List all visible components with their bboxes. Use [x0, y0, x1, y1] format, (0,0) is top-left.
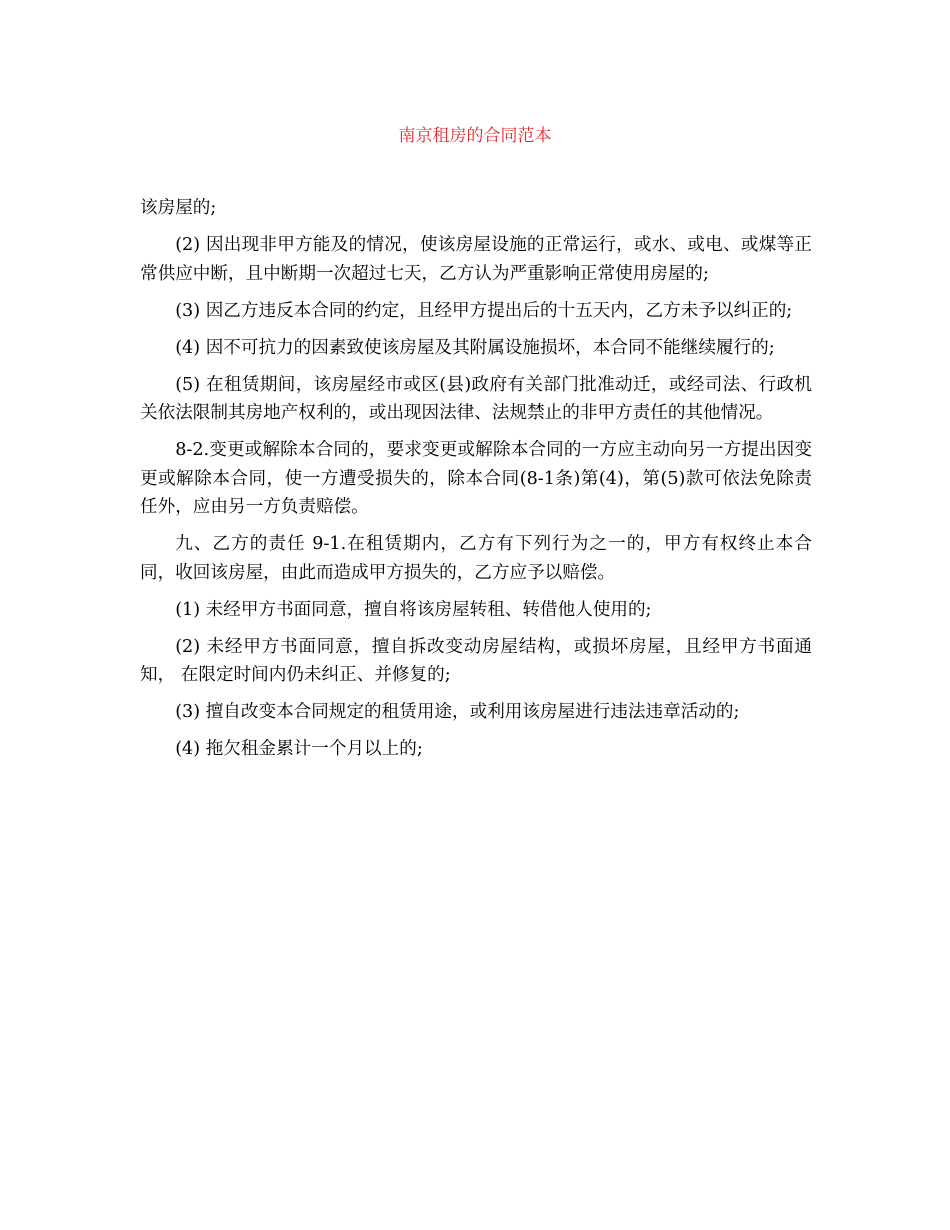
document-body: [140, 194, 812, 772]
document-title: 南京租房的合同范本: [398, 126, 552, 146]
paragraph: (1) 未经甲方书面同意，擅自将该房屋转租、转借他人使用的;: [175, 599, 652, 620]
paragraph: (4) 拖欠租金累计一个月以上的;: [175, 739, 423, 759]
paragraph: 九、乙方的责任 9-1.在租赁期内，乙方有下列行为之一的，甲方有权终止本合同，收回该房屋，由此而造成甲方损失的，乙方应予以赔偿。: [140, 534, 812, 583]
paragraph: (3) 擅自改变本合同规定的租赁用途，或利用该房屋进行违法违章活动的;: [175, 702, 740, 722]
paragraph: (3) 因乙方违反本合同的约定，且经甲方提出后的十五天内，乙方未予以纠正的;: [175, 300, 793, 321]
paragraph: (4) 因不可抗力的因素致使该房屋及其附属设施损坏，本合同不能继续履行的;: [175, 337, 775, 358]
paragraph: 该房屋的;: [140, 198, 217, 218]
paragraph: (5) 在租赁期间，该房屋经市或区(县)政府有关部门批准动迁，或经司法、行政机关依法限制其房地产权利的，或出现因法律、法规禁止的非甲方责任的其他情况。: [140, 374, 812, 423]
paragraph: (2) 因出现非甲方能及的情况，使该房屋设施的正常运行，或水、或电、或煤等正常供应中断，且中断期一次超过七天，乙方认为严重影响正常使用房屋的;: [140, 235, 812, 284]
paragraph: 8-2.变更或解除本合同的，要求变更或解除本合同的一方应主动向另一方提出因变 更或解除本合同，使一方遭受损失的，除本合同(8-1条)第(4)，第(5)款可依法免除责任外，应由另一方负责赔偿。: [140, 440, 812, 517]
paragraph: (2) 未经甲方书面同意，擅自拆改变动房屋结构，或损坏房屋，且经甲方书面通知， 在限定时间内仍未纠正、并修复的;: [140, 636, 812, 685]
